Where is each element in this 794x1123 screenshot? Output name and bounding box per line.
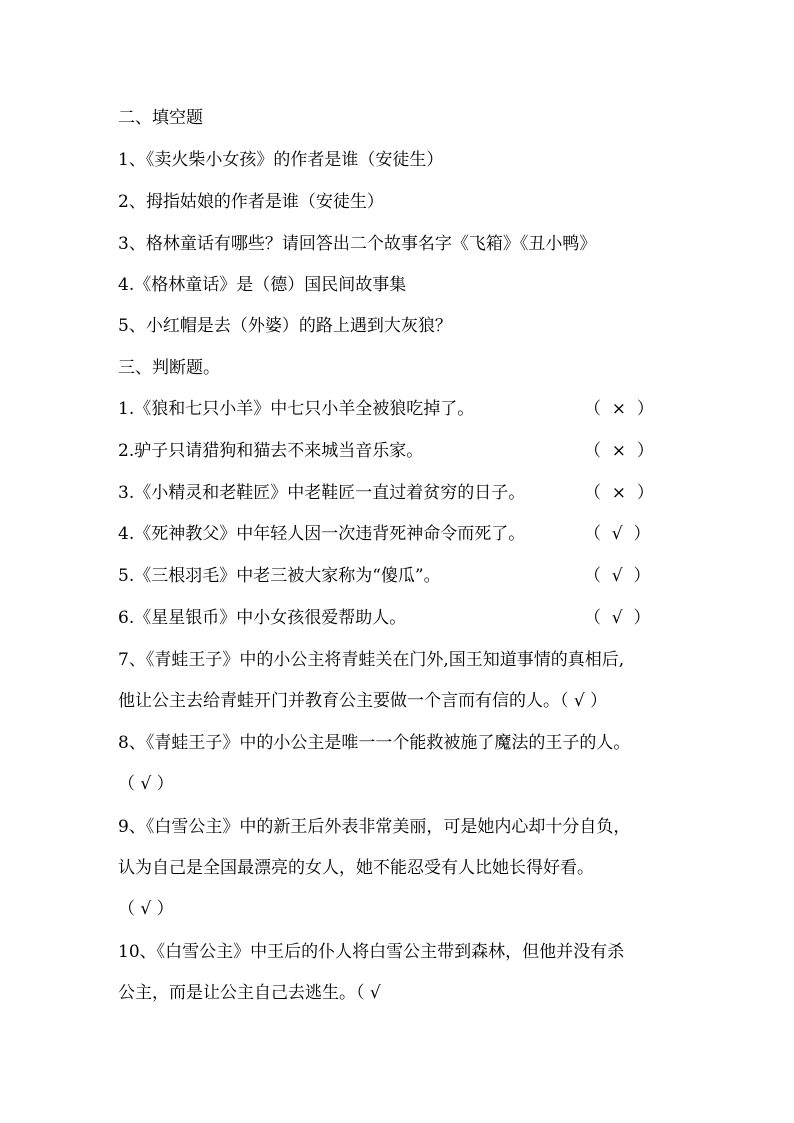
judge-question-5: 5.《三根羽毛》中老三被大家称为“傻瓜”。 — [118, 566, 441, 586]
judge-question-7-line-2: 他让公主去给青蛙开门并教育公主要做一个言而有信的人。（ √ ） — [118, 691, 608, 711]
judge-question-9-answer: （ √ ） — [118, 899, 174, 919]
judge-answer-2: （ × ） — [584, 441, 654, 461]
judge-question-10-line-2: 公主，而是让公主自己去逃生。（ √ — [118, 983, 381, 1003]
judge-question-7-line-1: 7、《青蛙王子》中的小公主将青蛙关在门外,国王知道事情的真相后, — [118, 650, 625, 670]
judge-answer-5: （ √ ） — [584, 566, 651, 586]
judge-question-10-line-1: 10、《白雪公主》中王后的仆人将白雪公主带到森林，但他并没有杀 — [118, 942, 625, 962]
fill-section-heading: 二、填空题 — [118, 108, 203, 128]
judge-question-1: 1.《狼和七只小羊》中七只小羊全被狼吃掉了。 — [118, 399, 475, 419]
judge-question-3: 3.《小精灵和老鞋匠》中老鞋匠一直过着贫穷的日子。 — [118, 483, 526, 503]
judge-answer-6: （ √ ） — [584, 608, 651, 628]
judge-answer-4: （ √ ） — [584, 524, 651, 544]
fill-question-3: 3、格林童话有哪些？请回答出二个故事名字《飞箱》《丑小鸭》 — [118, 234, 597, 254]
fill-question-2: 2、拇指姑娘的作者是谁（安徒生） — [118, 192, 384, 212]
judge-question-4: 4.《死神教父》中年轻人因一次违背死神命令而死了。 — [118, 524, 526, 544]
fill-question-1: 1、《卖火柴小女孩》的作者是谁（安徒生） — [118, 150, 444, 170]
judge-section-heading: 三、判断题。 — [118, 358, 220, 378]
fill-question-4: 4.《格林童话》是（德）国民间故事集 — [118, 275, 407, 295]
judge-question-9-line-1: 9、《白雪公主》中的新王后外表非常美丽，可是她内心却十分自负， — [118, 817, 631, 837]
judge-question-9-line-2: 认为自己是全国最漂亮的女人，她不能忍受有人比她长得好看。 — [118, 858, 594, 878]
judge-question-8-answer: （ √ ） — [118, 774, 174, 794]
fill-question-5: 5、小红帽是去（外婆）的路上遇到大灰狼？ — [118, 316, 452, 336]
judge-question-2: 2.驴子只请猎狗和猫去不来城当音乐家。 — [118, 441, 424, 461]
judge-answer-3: （ × ） — [584, 483, 654, 503]
judge-question-8-line-1: 8、《青蛙王子》中的小公主是唯一一个能救被施了魔法的王子的人。 — [118, 733, 631, 753]
judge-question-6: 6.《星星银币》中小女孩很爱帮助人。 — [118, 608, 407, 628]
judge-answer-1: （ × ） — [584, 399, 654, 419]
